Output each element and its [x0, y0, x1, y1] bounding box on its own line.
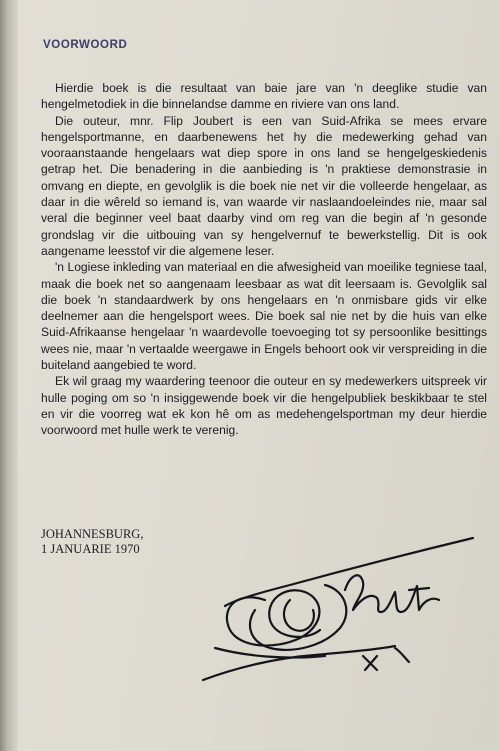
paragraph-2: Die outeur, mnr. Flip Joubert is een van Suid-Afrika se mees ervare hengelsportmanne, en daarbenewens het hy die medewerking gehad van vooraanstaande hengelaars wat diep spore in ons land se hengelgeskiedenis getrap het. Die benadering in die aanbieding is 'n praktiese demonstrasie in omvang en diepte, en gevolglik is die boek nie net vir die volleerde hengelaar, as daar in die wêreld so iemand is, van waarde vir naslaandoeleindes nie, maar sal veral die beginner veel baat daarby vind om reg van die begin af 'n gesonde grondslag vir die uitbouing van sy hengelvernuf te bewerkstellig. Dit is ook aangename leesstof vir die algemene leser.: [41, 113, 487, 258]
place-line: JOHANNESBURG,: [41, 527, 144, 541]
paragraph-1: Hierdie boek is die resultaat van baie jare van 'n deeglike studie van hengelmetodiek in die binnelandse damme en riviere van ons land.: [41, 81, 487, 112]
date-line: 1 JANUARIE 1970: [41, 542, 140, 556]
paragraph-3: 'n Logiese inkleding van materiaal en die afwesigheid van moeilike tegniese taal, maak die boek net so aangenaam leesbaar as wat dit leersaam is. Gevolglik sal die boek 'n standaardwerk by ons hengelaars en 'n onmisbare gids vir elke deelnemer aan die hengelsport wees. Die boek sal nie net by die huis van elke Suid-Afrikaanse hengelaar 'n waardevolle toevoeging tot sy persoonlike besittings wees nie, maar 'n vertaalde weergawe in Engels behoort ook vir verspreiding in die buiteland aangebied te word.: [41, 260, 487, 373]
paragraph-4: Ek wil graag my waardering teenoor die outeur en sy medewerkers uitspreek vir hulle poging om so 'n insiggewende boek vir die hengelpubliek beskikbaar te stel en vir die voorreg wat ek kon hê om as medehengelsportman my deur hierdie voorwoord met hulle werk te verenig.: [41, 374, 487, 438]
foreword-body: [41, 80, 487, 439]
page-binding-edge: [0, 0, 18, 751]
handwritten-signature: [195, 530, 480, 690]
page-heading: VOORWOORD: [43, 39, 128, 51]
place-and-date: [41, 527, 143, 557]
